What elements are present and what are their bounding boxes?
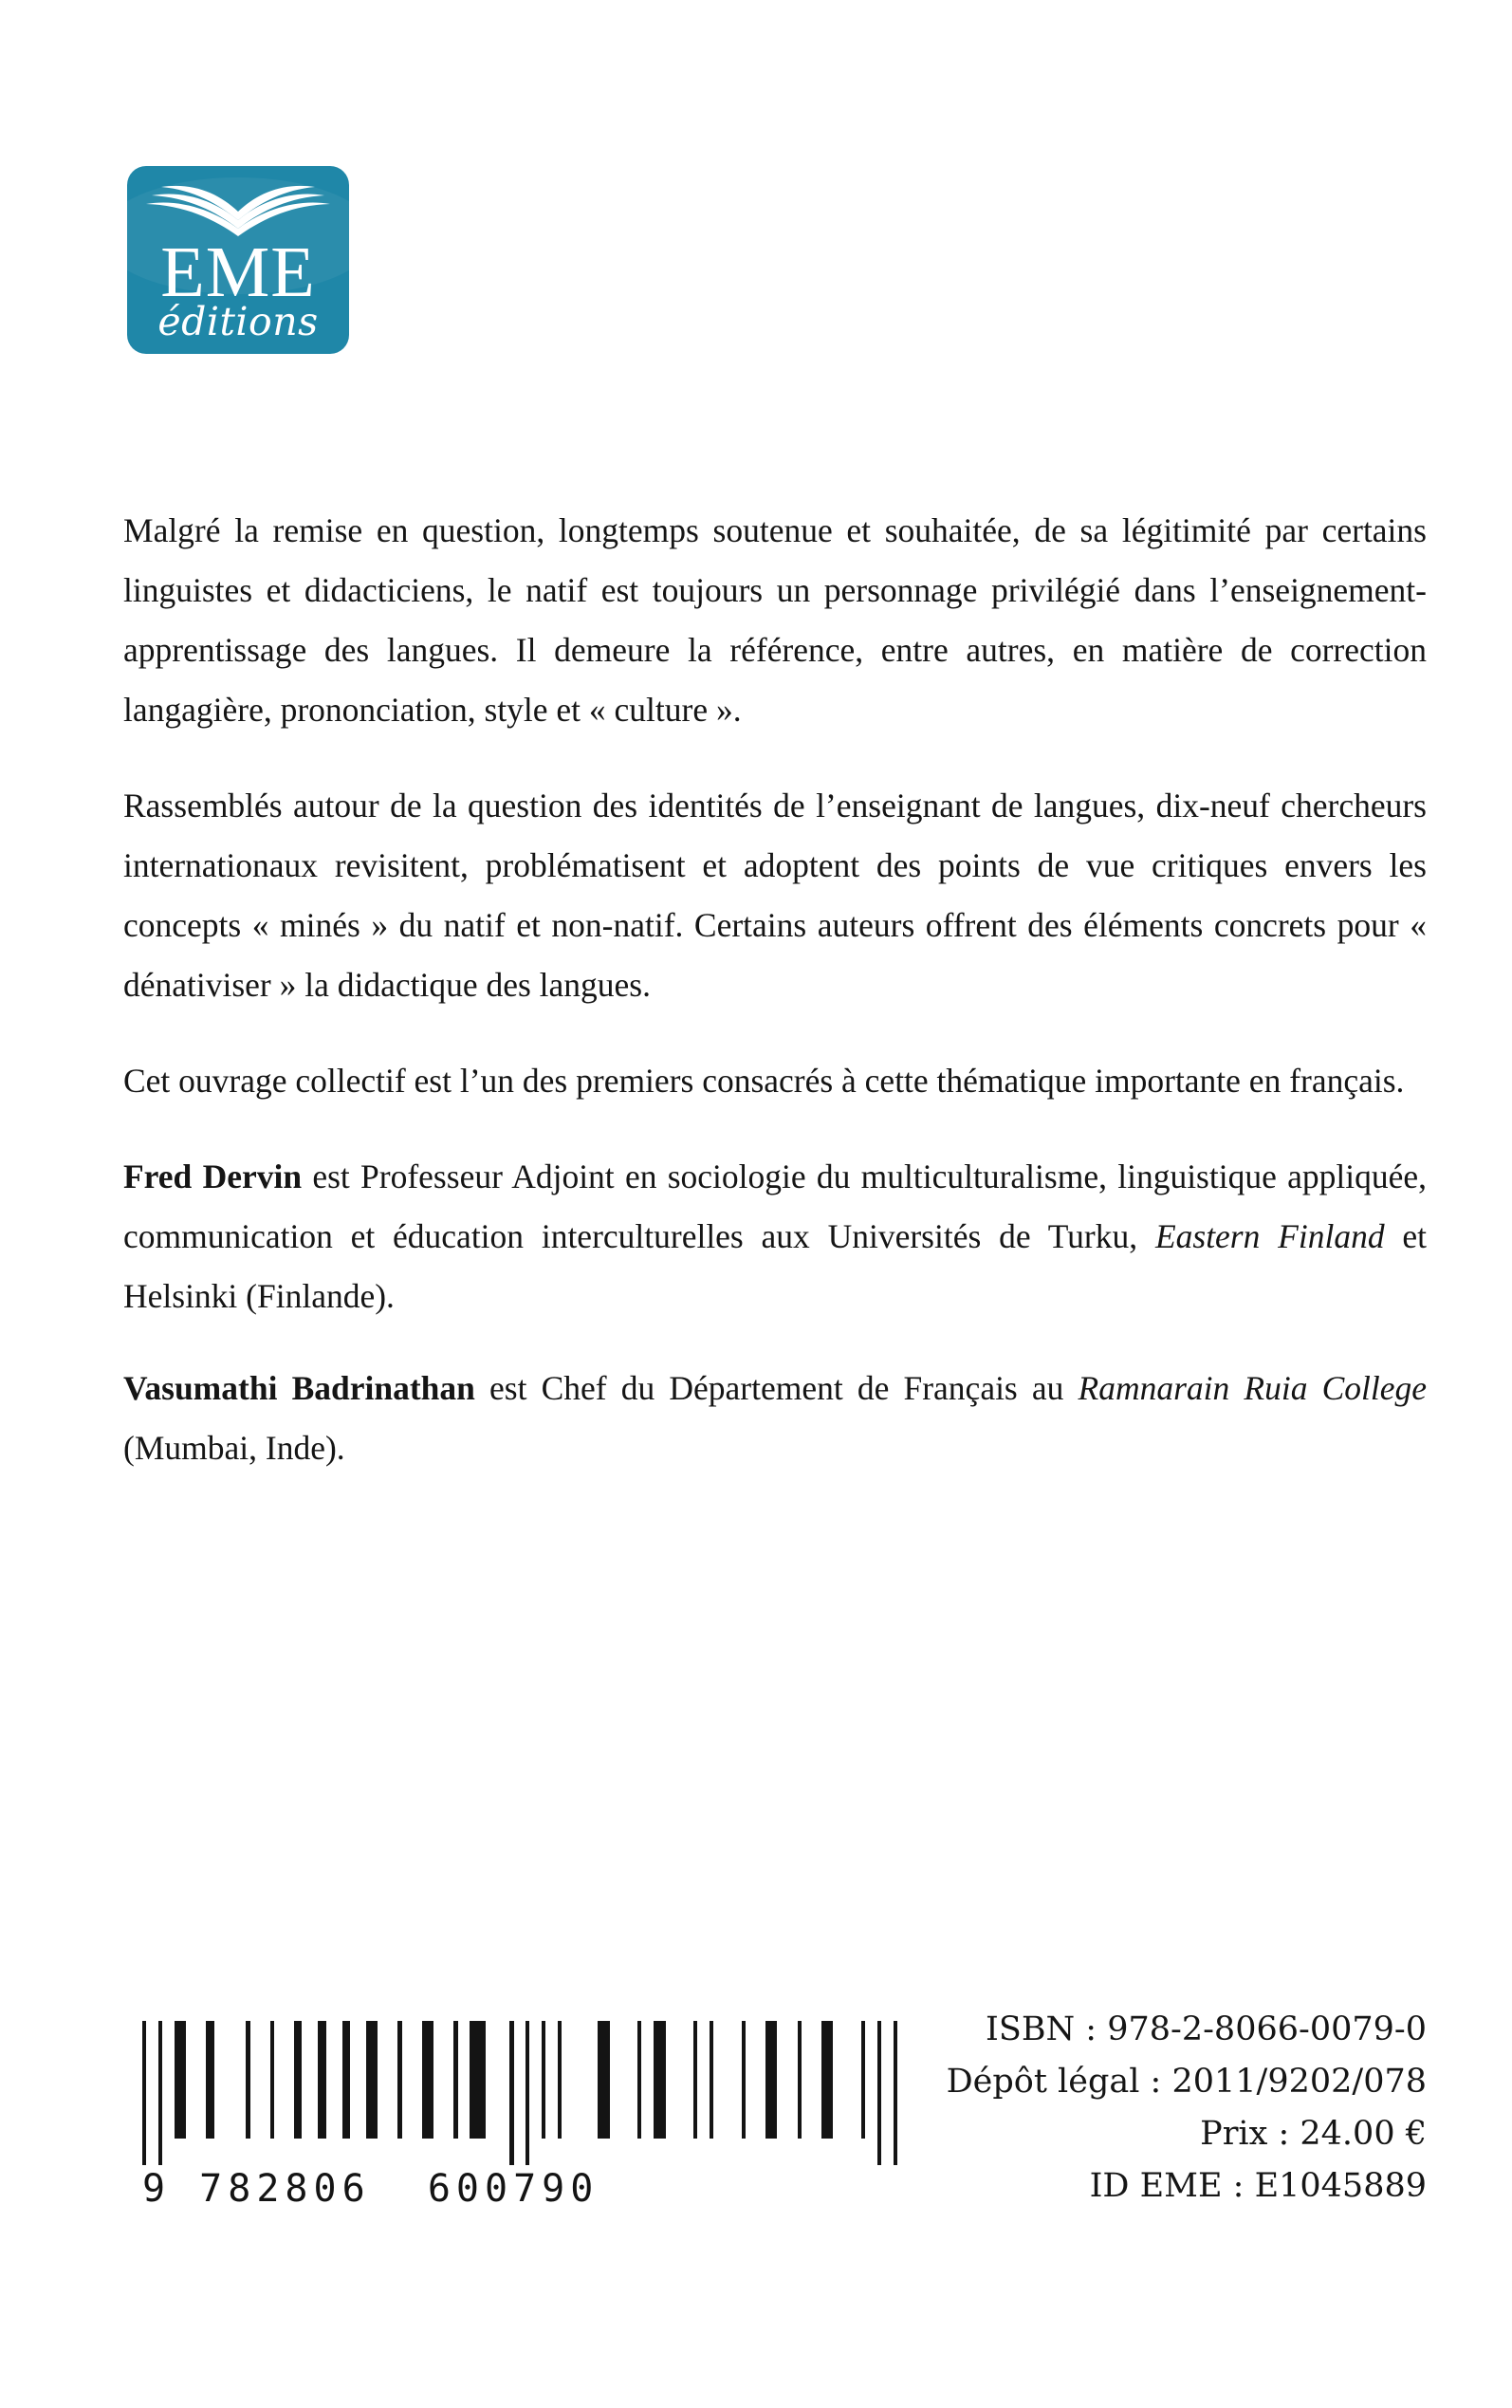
isbn-barcode xyxy=(142,2021,599,2211)
author-name-vasumathi-badrinathan: Vasumathi Badrinathan xyxy=(123,1369,475,1407)
barcode-bar xyxy=(158,2021,162,2165)
barcode-bars xyxy=(142,2021,522,2165)
barcode-bar xyxy=(246,2021,249,2139)
barcode-bar xyxy=(422,2021,434,2139)
author-bio-fred-dervin xyxy=(123,1147,1427,1326)
barcode-bar xyxy=(366,2021,378,2139)
logo-wordmark-eme: EME xyxy=(160,232,316,312)
cover-footer xyxy=(123,1983,1427,2258)
barcode-bar xyxy=(175,2021,187,2139)
blurb-text xyxy=(123,501,1427,1510)
barcode-bar xyxy=(693,2021,697,2139)
barcode-bar xyxy=(397,2021,401,2139)
blurb-paragraph-2: Rassemblés autour de la question des identités de l’enseignant de langues, dix-neuf chercheurs internationaux revisitent, problématisent et adoptent des points de vue critiques envers les concepts « minés » du natif et non-natif. Certains auteurs offrent des éléments concrets pour « dénativiser » la didactique des langues. xyxy=(123,787,1427,1004)
barcode-bar xyxy=(558,2021,562,2139)
barcode-bar xyxy=(710,2021,713,2139)
barcode-bar xyxy=(542,2021,545,2139)
barcode-digits: 9 782806 600790 xyxy=(142,2167,599,2211)
imprint-details xyxy=(801,2004,1427,2213)
publisher-logo xyxy=(127,166,349,354)
barcode-bar xyxy=(470,2021,486,2139)
barcode-bar xyxy=(453,2021,457,2139)
bio-institution-italic: Eastern Finland xyxy=(1154,1217,1385,1255)
barcode-bar xyxy=(598,2021,610,2139)
barcode-bar xyxy=(742,2021,746,2139)
barcode-bar xyxy=(294,2021,302,2139)
legal-deposit-line: Dépôt légal : 2011/9202/078 xyxy=(946,2063,1427,2101)
barcode-bar xyxy=(765,2021,778,2139)
barcode-bar xyxy=(526,2021,529,2165)
blurb-paragraph-3: Cet ouvrage collectif est l’un des premiers consacrés à cette thématique importante en français. xyxy=(123,1062,1405,1100)
barcode-bar xyxy=(318,2021,325,2139)
bio-text-after-italic: et Helsinki (Finlande). xyxy=(123,1217,1428,1315)
logo-background xyxy=(127,166,349,354)
logo-wordmark-editions: éditions xyxy=(157,299,319,344)
isbn-line: ISBN : 978-2-8066-0079-0 xyxy=(986,2010,1427,2048)
author-bio-vasumathi-badrinathan xyxy=(123,1359,1427,1478)
barcode-bar xyxy=(142,2021,146,2165)
bio-institution-italic: Ramnarain Ruia College xyxy=(1078,1369,1428,1407)
barcode-bar xyxy=(206,2021,213,2139)
barcode-bar xyxy=(342,2021,350,2139)
barcode-bar xyxy=(270,2021,274,2139)
author-name-fred-dervin: Fred Dervin xyxy=(123,1158,303,1195)
bio-text-before-italic: est Professeur Adjoint en sociologie du multiculturalisme, linguistique appliquée, communication et éducation interculturelles aux Universités de Turku, xyxy=(123,1158,1427,1255)
barcode-bar xyxy=(509,2021,513,2165)
barcode-bar xyxy=(654,2021,666,2139)
blurb-paragraph-1: Malgré la remise en question, longtemps soutenue et souhaitée, de sa légitimité par certains linguistes et didacticiens, le natif est toujours un personnage privilégié dans l’enseignement-apprentissage des langues. Il demeure la référence, entre autres, en matière de correction langagière, prononciation, style et « culture ». xyxy=(123,511,1427,729)
barcode-bar xyxy=(637,2021,641,2139)
id-eme-line: ID EME : E1045889 xyxy=(1089,2167,1427,2205)
price-line: Prix : 24.00 € xyxy=(1200,2115,1427,2153)
bio-text-after-italic: (Mumbai, Inde). xyxy=(123,1429,345,1467)
bio-text-before-italic: est Chef du Département de Français au xyxy=(474,1369,1079,1407)
